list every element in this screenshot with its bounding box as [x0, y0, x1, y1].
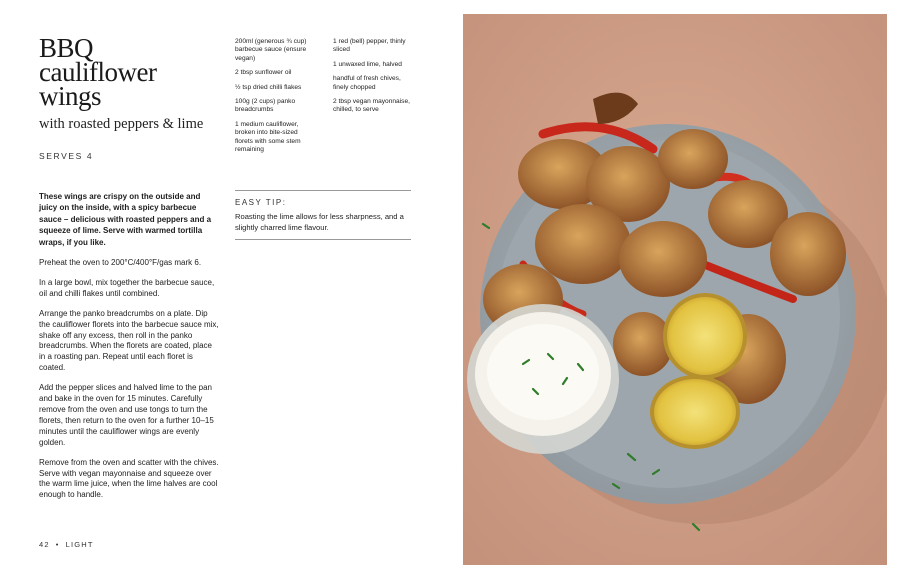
separator-dot: • [55, 540, 60, 549]
ingredient-item: 1 unwaxed lime, halved [333, 60, 402, 68]
ingredient-item: handful of fresh chives, finely chopped [333, 75, 401, 91]
ingredient-item: 1 red (bell) pepper, thinly sliced [333, 38, 406, 54]
method-step: Arrange the panko breadcrumbs on a plate. Dip the cauliflower florets into the barbecue sauce mix, shake off any excess, then roll in the panko breadcrumbs. When the florets are coated, place in a roasting pan. Repeat until each floret is coated. [39, 308, 219, 373]
method-step: Add the pepper slices and halved lime to the pan and bake in the oven for 15 minutes. Carefully remove from the oven and use tongs to turn the florets, then return to the oven for a further 10–15 minutes until the cauliflower wings are evenly golden. [39, 383, 214, 447]
title-line: BBQ [39, 33, 94, 63]
ingredient-item: 2 tbsp sunflower oil [235, 69, 292, 77]
serves-label: SERVES 4 [39, 151, 94, 161]
ingredients-column-1 [235, 38, 317, 160]
food-photo [463, 14, 887, 565]
ingredients-column-2 [333, 38, 413, 121]
ingredient-item: 200ml (generous ¾ cup) barbecue sauce (ensure vegan) [235, 38, 307, 62]
method-step: In a large bowl, mix together the barbecue sauce, oil and chilli flakes until combined. [39, 277, 215, 298]
recipe-title [39, 33, 219, 111]
ingredient-item: 2 tbsp vegan mayonnaise, chilled, to serve [333, 98, 410, 114]
easy-tip-box [235, 190, 411, 240]
recipe-subtitle: with roasted peppers & lime [39, 116, 204, 132]
easy-tip-label: EASY TIP: [235, 198, 287, 207]
method-step: Preheat the oven to 200°C/400°F/gas mark 6. [39, 258, 202, 267]
easy-tip-text: Roasting the lime allows for less sharpness, and a slightly charred lime flavour. [235, 212, 404, 232]
ingredient-item: ½ tsp dried chilli flakes [235, 83, 302, 91]
section-name: LIGHT [65, 540, 94, 549]
title-line: wings [39, 81, 102, 111]
ingredient-item: 100g (2 cups) panko breadcrumbs [235, 98, 296, 114]
page-number: 42 [39, 540, 50, 549]
title-line: cauliflower [39, 57, 157, 87]
recipe-intro: These wings are crispy on the outside and juicy on the inside, with a spicy barbecue sauce – delicious with roasted peppers and a squeeze of lime. Serve with warmed tortilla wraps, if you like. [39, 192, 212, 247]
ingredient-item: 1 medium cauliflower, broken into bite-sized florets with some stem remaining [235, 120, 301, 154]
method-step: Remove from the oven and scatter with the chives. Serve with vegan mayonnaise and squeeze over the warm lime juice, when the lime halves are cool enough to handle. [39, 457, 219, 500]
method-steps [39, 258, 219, 510]
page-footer [39, 540, 94, 549]
